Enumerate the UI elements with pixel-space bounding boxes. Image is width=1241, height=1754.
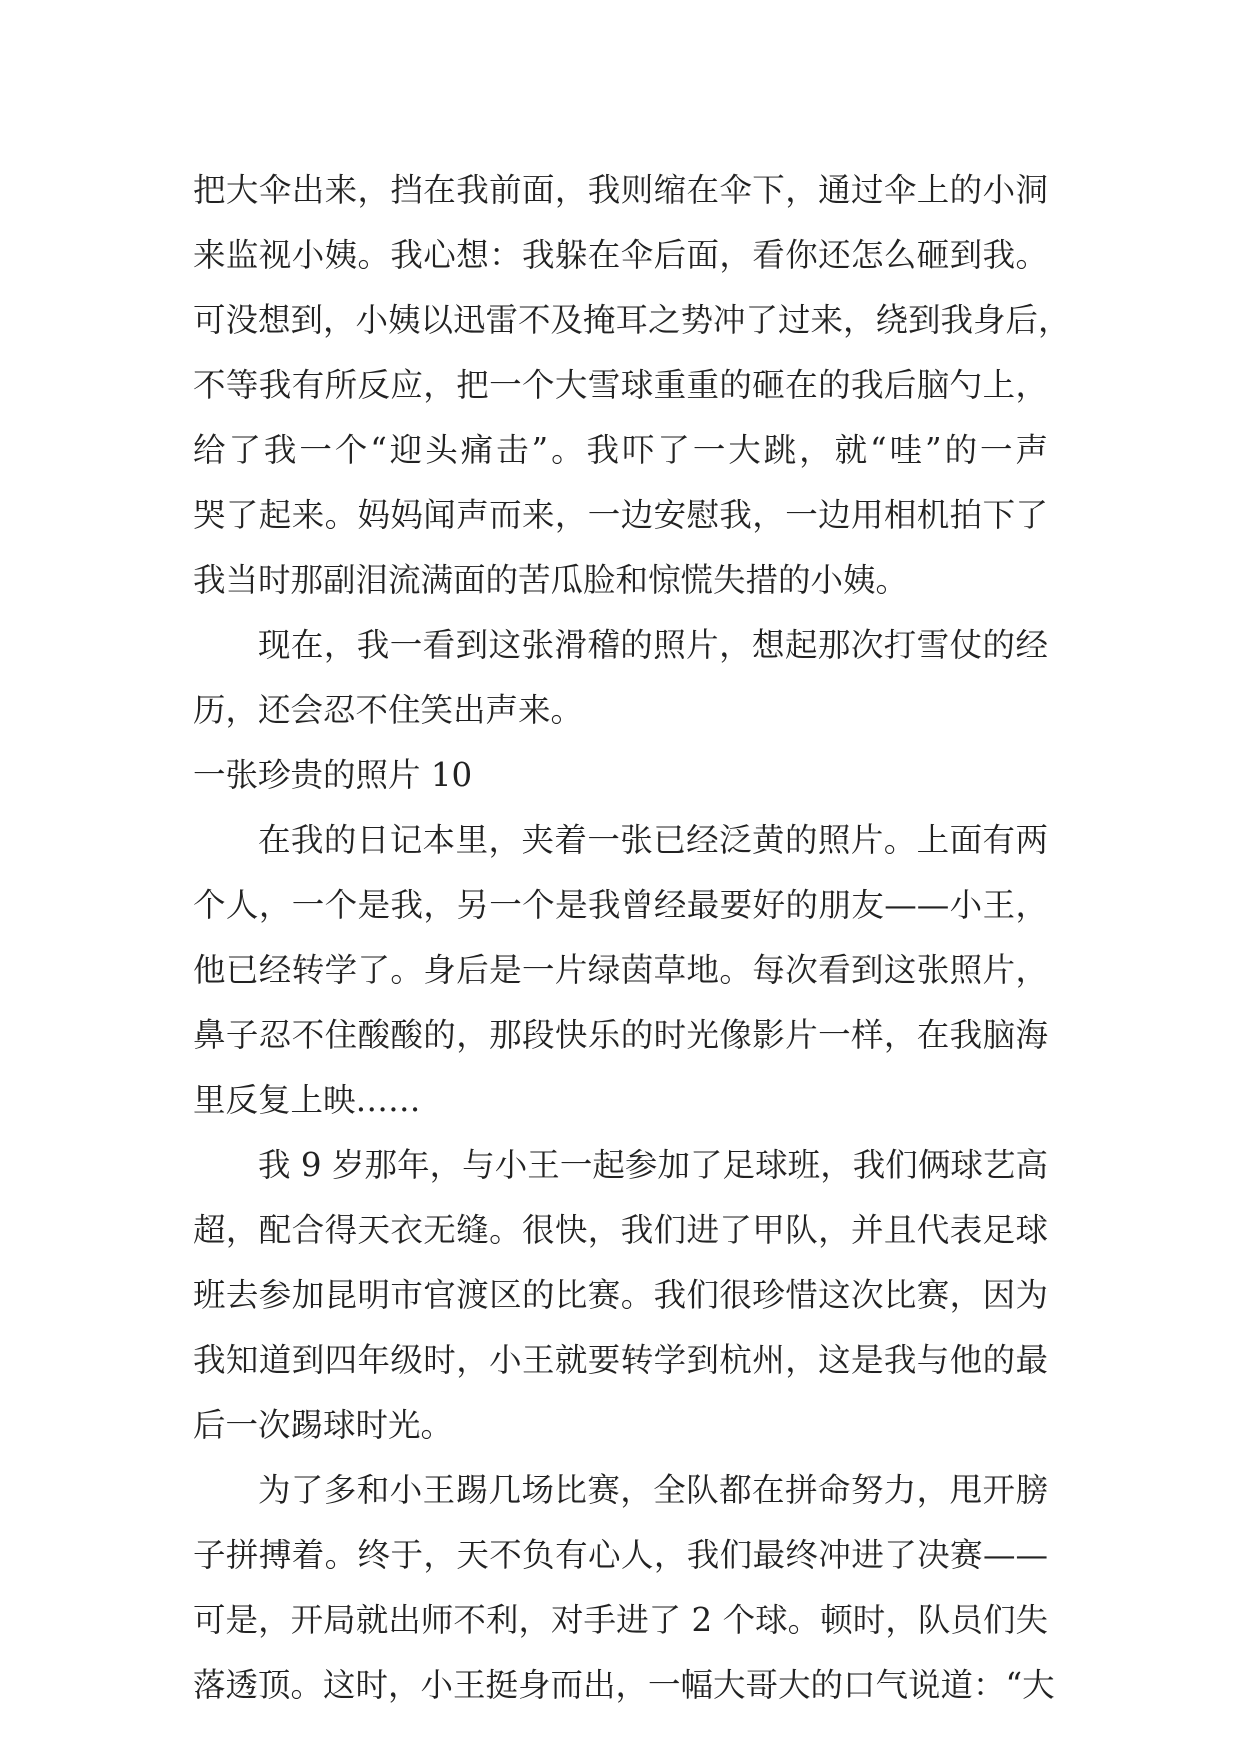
text-line: 我当时那副泪流满面的苦瓜脸和惊慌失措的小姨。 <box>193 561 909 599</box>
text-line: 来监视小姨。我心想：我躲在伞后面，看你还怎么砸到我。 <box>193 236 1048 274</box>
text-line: 鼻子忍不住酸酸的，那段快乐的时光像影片一样，在我脑海 <box>193 1016 1048 1054</box>
text-line: 在我的日记本里，夹着一张已经泛黄的照片。上面有两 <box>258 821 1048 859</box>
text-line: 历，还会忍不住笑出声来。 <box>193 691 584 729</box>
document-body <box>193 158 1071 1718</box>
text-line: 不等我有所反应，把一个大雪球重重的砸在的我后脑勺上， <box>193 366 1048 404</box>
text-line: 为了多和小王踢几场比赛，全队都在拼命努力，甩开膀 <box>258 1471 1048 1509</box>
text-line: 子拼搏着。终于，天不负有心人，我们最终冲进了决赛—— <box>193 1536 1048 1574</box>
section-heading: 一张珍贵的照片 10 <box>193 756 473 794</box>
text-line: 现在，我一看到这张滑稽的照片，想起那次打雪仗的经 <box>258 626 1048 664</box>
text-line: 后一次踢球时光。 <box>193 1406 454 1444</box>
text-line: 个人，一个是我，另一个是我曾经最要好的朋友——小王， <box>193 886 1048 924</box>
text-line: 班去参加昆明市官渡区的比赛。我们很珍惜这次比赛，因为 <box>193 1276 1048 1314</box>
text-line: 可没想到，小姨以迅雷不及掩耳之势冲了过来，绕到我身后， <box>193 301 1071 339</box>
text-line: 我知道到四年级时，小王就要转学到杭州，这是我与他的最 <box>193 1341 1048 1379</box>
text-line: 落透顶。这时，小王挺身而出，一幅大哥大的口气说道：“大 <box>193 1666 1055 1704</box>
text-line: 哭了起来。妈妈闻声而来，一边安慰我，一边用相机拍下了 <box>193 496 1048 534</box>
text-line: 里反复上映…… <box>193 1081 421 1119</box>
text-line: 我 9 岁那年，与小王一起参加了足球班，我们俩球艺高 <box>258 1146 1048 1184</box>
text-line: 超，配合得天衣无缝。很快，我们进了甲队，并且代表足球 <box>193 1211 1048 1249</box>
text-line: 给了我一个“迎头痛击”。我吓了一大跳，就“哇”的一声 <box>193 431 1048 469</box>
text-line: 把大伞出来，挡在我前面，我则缩在伞下，通过伞上的小洞 <box>193 171 1048 209</box>
text-line: 他已经转学了。身后是一片绿茵草地。每次看到这张照片， <box>193 951 1048 989</box>
text-line: 可是，开局就出师不利，对手进了 2 个球。顿时，队员们失 <box>193 1601 1048 1639</box>
